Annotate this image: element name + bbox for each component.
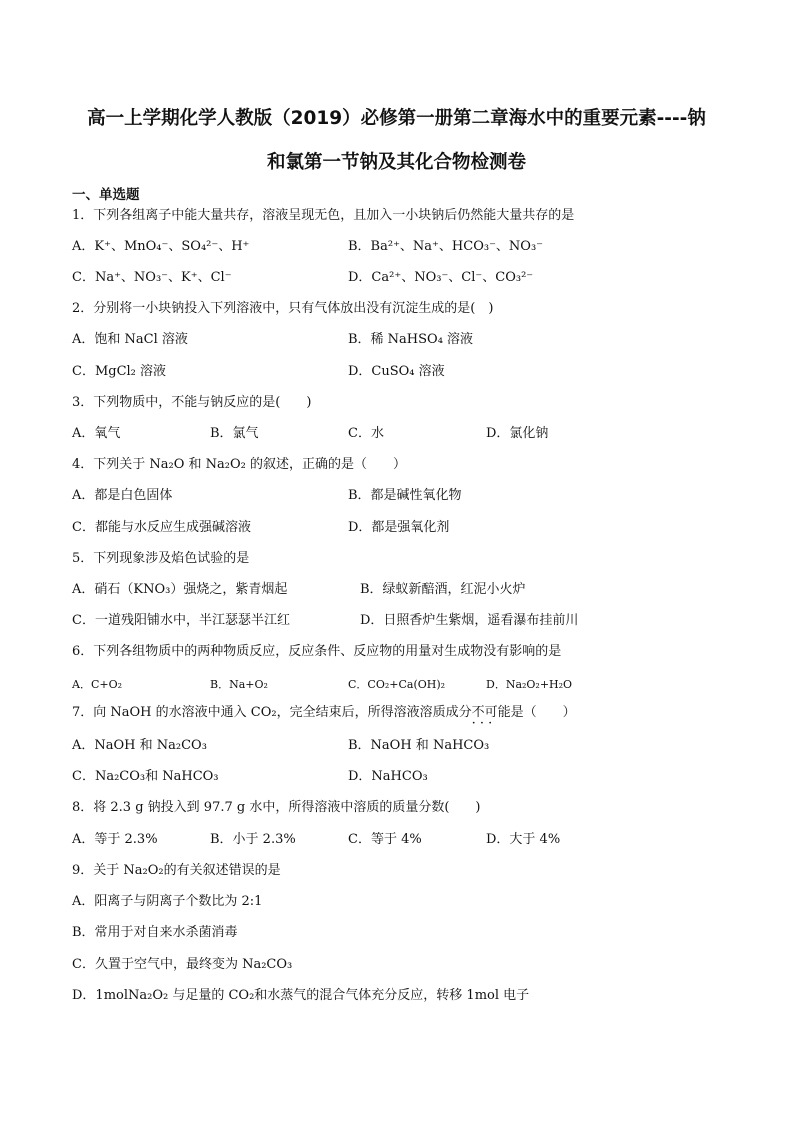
question-3-option-d: D．氯化钠: [486, 426, 549, 441]
question-6-option-c: C．CO₂+Ca(OH)₂: [348, 678, 446, 691]
question-5-option-b: B．绿蚁新醅酒，红泥小火炉: [360, 582, 526, 597]
question-8-option-a: A．等于 2.3%: [72, 832, 158, 847]
question-4-option-b: B．都是碱性氧化物: [348, 488, 462, 503]
document-title-line-2: 和氯第一节钠及其化合物检测卷: [266, 152, 526, 173]
question-1-option-c: C．Na⁺、NO₃⁻、K⁺、Cl⁻: [72, 270, 232, 285]
question-2-option-c: C．MgCl₂ 溶液: [72, 364, 167, 379]
question-9-option-c: C．久置于空气中，最终变为 Na₂CO₃: [72, 957, 293, 972]
question-7-option-c: C．Na₂CO₃和 NaHCO₃: [72, 769, 219, 784]
question-3-option-c: C．水: [348, 426, 384, 441]
question-7-stem-post: 是（ ）: [510, 705, 576, 720]
question-9-option-b: B．常用于对自来水杀菌消毒: [72, 925, 238, 940]
question-6-option-b: B．Na+O₂: [210, 678, 268, 691]
question-2-option-d: D．CuSO₄ 溶液: [348, 364, 445, 379]
question-5-option-c: C．一道残阳铺水中，半江瑟瑟半江红: [72, 613, 290, 628]
question-3-option-a: A．氧气: [72, 426, 121, 441]
question-4-option-d: D．都是强氧化剂: [348, 520, 450, 535]
question-6-stem: 6．下列各组物质中的两种物质反应，反应条件、反应物的用量对生成物没有影响的是: [72, 644, 562, 659]
document-title-line-1: 高一上学期化学人教版（2019）必修第一册第二章海水中的重要元素----钠: [87, 108, 706, 129]
question-5-option-a: A．硝石（KNO₃）强烧之，紫青烟起: [72, 582, 288, 597]
question-5-option-d: D．日照香炉生紫烟，遥看瀑布挂前川: [360, 613, 579, 628]
question-1-stem: 1．下列各组离子中能大量共存，溶液呈现无色，且加入一小块钠后仍然能大量共存的是: [72, 208, 575, 223]
question-6-option-d: D．Na₂O₂+H₂O: [486, 678, 573, 691]
question-7-option-d: D．NaHCO₃: [348, 769, 428, 784]
question-9-stem: 9．关于 Na₂O₂的有关叙述错误的是: [72, 863, 281, 878]
question-8-option-b: B．小于 2.3%: [210, 832, 296, 847]
question-7-emphasis: 不可能 · · ·: [472, 704, 511, 722]
question-7-option-a: A．NaOH 和 Na₂CO₃: [72, 738, 207, 753]
question-3-option-b: B．氯气: [210, 426, 259, 441]
question-3-stem: 3．下列物质中，不能与钠反应的是( ): [72, 395, 312, 410]
question-9-option-d: D．1molNa₂O₂ 与足量的 CO₂和水蒸气的混合气体充分反应，转移 1mol 电子: [72, 988, 530, 1003]
question-1-option-d: D．Ca²⁺、NO₃⁻、Cl⁻、CO₃²⁻: [348, 270, 534, 285]
question-8-stem: 8．将 2.3 g 钠投入到 97.7 g 水中，所得溶液中溶质的质量分数( ): [72, 800, 481, 815]
question-8-option-d: D．大于 4%: [486, 832, 561, 847]
question-9-option-a: A．阳离子与阴离子个数比为 2:1: [72, 894, 263, 909]
question-5-stem: 5．下列现象涉及焰色试验的是: [72, 551, 250, 566]
section-heading: 一、单选题: [72, 187, 140, 203]
question-7-stem-pre: 7．向 NaOH 的水溶液中通入 CO₂，完全结束后，所得溶液溶质成分: [72, 705, 472, 720]
question-4-stem: 4．下列关于 Na₂O 和 Na₂O₂ 的叙述，正确的是（ ）: [72, 457, 407, 472]
question-2-option-a: A．饱和 NaCl 溶液: [72, 332, 188, 347]
question-6-option-a: A．C+O₂: [72, 678, 123, 691]
question-4-option-a: A．都是白色固体: [72, 488, 173, 503]
question-8-option-c: C．等于 4%: [348, 832, 422, 847]
question-7-stem: [72, 704, 576, 722]
question-4-option-c: C．都能与水反应生成强碱溶液: [72, 520, 251, 535]
question-2-stem: 2．分别将一小块钠投入下列溶液中，只有气体放出没有沉淀生成的是( ): [72, 301, 494, 316]
question-7-option-b: B．NaOH 和 NaHCO₃: [348, 738, 490, 753]
question-1-option-a: A．K⁺、MnO₄⁻、SO₄²⁻、H⁺: [72, 239, 250, 254]
question-2-option-b: B．稀 NaHSO₄ 溶液: [348, 332, 474, 347]
question-1-option-b: B．Ba²⁺、Na⁺、HCO₃⁻、NO₃⁻: [348, 239, 544, 254]
